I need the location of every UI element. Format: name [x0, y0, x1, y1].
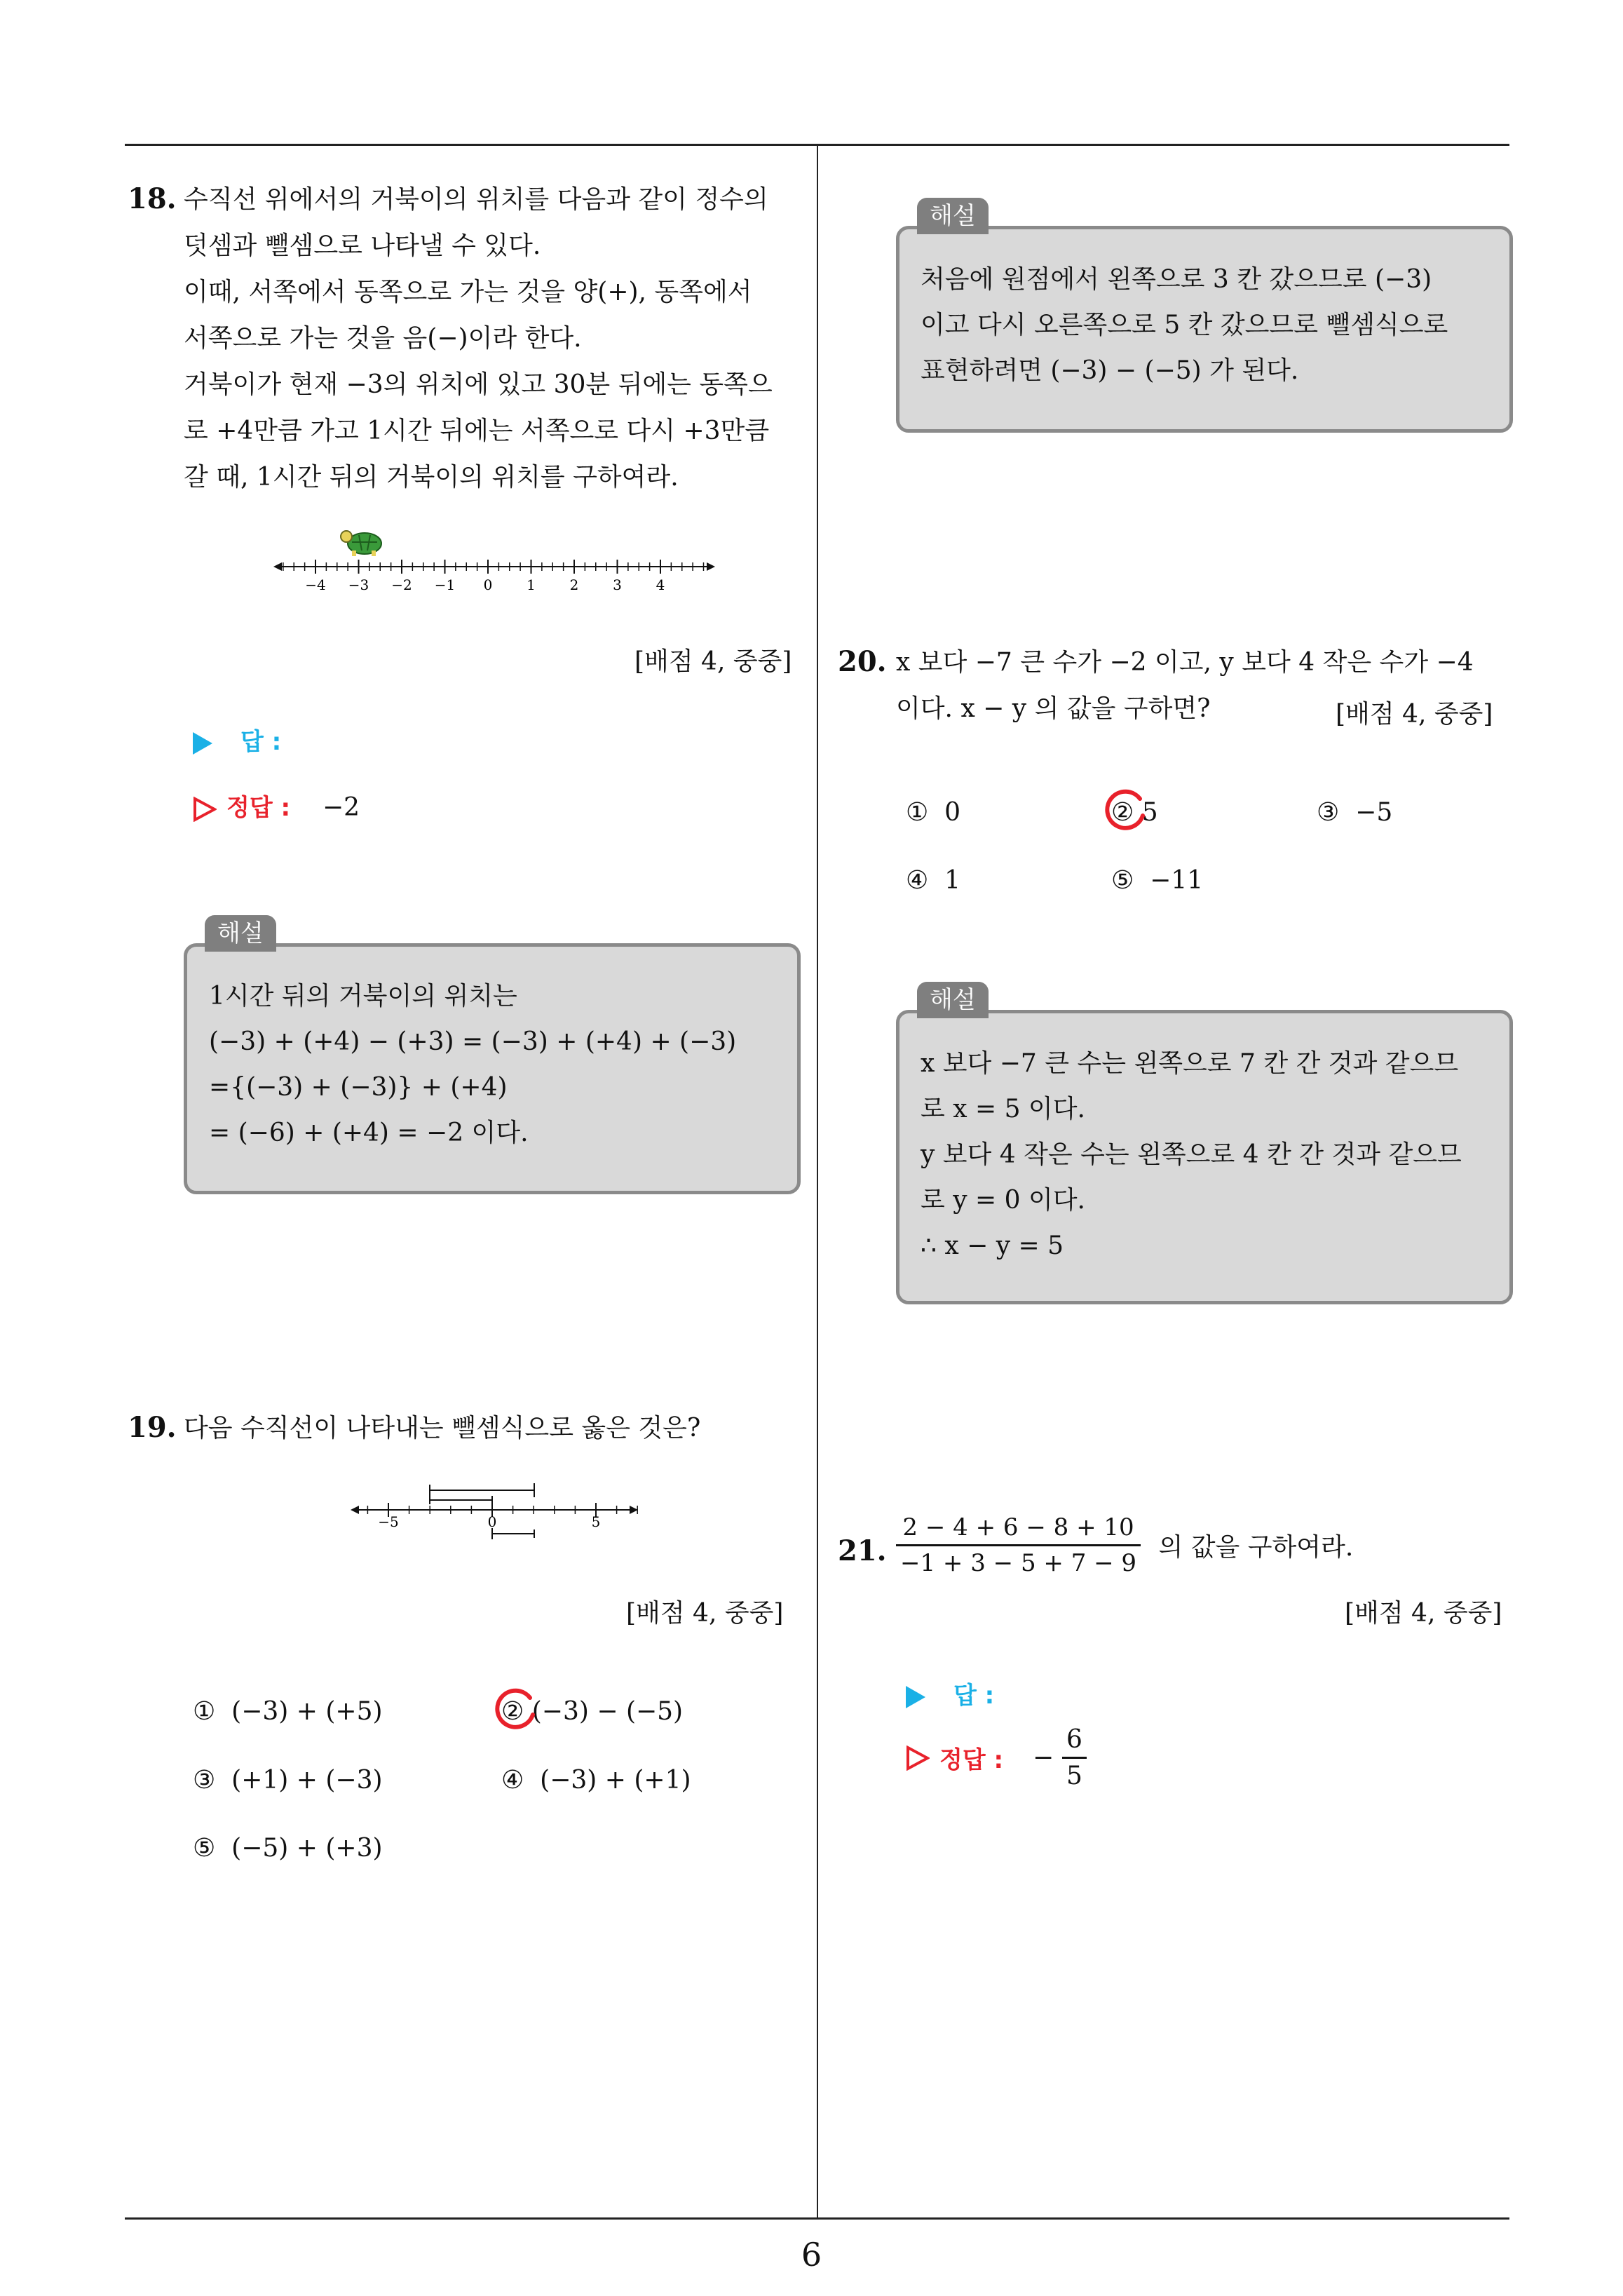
- q18-number: 18.: [128, 182, 177, 215]
- option-mark: ⑤: [1111, 866, 1134, 895]
- tick-label: −1: [434, 576, 456, 593]
- q20-score: [배점 4, 중중]: [1336, 700, 1493, 729]
- q21-answer-label: 답 :: [953, 1682, 995, 1710]
- option-text: (−3) + (+1): [540, 1766, 691, 1795]
- q21-correct-label: 정답 :: [939, 1746, 1004, 1774]
- q21-numerator: 2 − 4 + 6 − 8 + 10: [896, 1513, 1141, 1546]
- q18-answer-label: 답 :: [240, 728, 282, 756]
- q21-fraction: [896, 1513, 1141, 1577]
- option-text: 5: [1141, 798, 1158, 827]
- q19-ticks: [351, 1503, 637, 1530]
- option-mark: ⑤: [193, 1834, 216, 1863]
- q18-line: 거북이가 현재 −3의 위치에 있고 30분 뒤에는 동쪽으: [184, 370, 773, 399]
- column-divider: [817, 144, 818, 2218]
- q20-explanation-line: ∴ x − y = 5: [921, 1231, 1064, 1260]
- q20-option-5[interactable]: [1111, 866, 1203, 895]
- q21-correct-denominator: 5: [1066, 1762, 1082, 1790]
- tick-label: 1: [527, 576, 536, 593]
- option-mark: ②: [1111, 798, 1134, 827]
- q18-line: 이때, 서쪽에서 동쪽으로 가는 것을 양(+), 동쪽에서: [184, 278, 752, 306]
- option-mark: ④: [501, 1766, 524, 1795]
- option-mark: ③: [193, 1766, 216, 1795]
- bottom-rule: [125, 2217, 1509, 2220]
- play-icon: [906, 1686, 925, 1708]
- tick-label: 5: [591, 1513, 601, 1530]
- tick-label: −4: [305, 576, 326, 593]
- option-text: −5: [1355, 798, 1393, 827]
- q19-selected-circle: [489, 1685, 538, 1734]
- tick-label: 2: [569, 576, 579, 593]
- option-mark: ①: [906, 798, 929, 827]
- q18-answer-row: [193, 722, 281, 757]
- q18-score: [배점 4, 중중]: [634, 647, 792, 676]
- q18-correct-label: 정답 :: [226, 794, 291, 822]
- q18-number-line: [273, 522, 715, 600]
- q19-explanation-line: 처음에 원점에서 왼쪽으로 3 칸 갔으므로 (−3): [921, 265, 1432, 294]
- outline-triangle-icon: [906, 1745, 930, 1771]
- q20-explanation-line: 로 y = 0 이다.: [921, 1186, 1085, 1215]
- q19-option-4[interactable]: [501, 1766, 691, 1795]
- q19-explanation-tab: 해설: [917, 198, 989, 234]
- q20-explanation-line: x 보다 −7 큰 수는 왼쪽으로 7 칸 간 것과 같으므: [921, 1049, 1459, 1078]
- q21-correct-fraction: [1062, 1725, 1087, 1790]
- q21-expression: [896, 1513, 1353, 1577]
- q19-option-3[interactable]: [193, 1766, 383, 1795]
- q19-question: 다음 수직선이 나타내는 뺄셈식으로 옳은 것은?: [184, 1414, 701, 1443]
- q20-explanation-line: y 보다 4 작은 수는 왼쪽으로 4 칸 간 것과 같으므: [921, 1140, 1462, 1169]
- outline-triangle-icon: [193, 797, 217, 822]
- q19-explanation-line: 이고 다시 오른쪽으로 5 칸 갔으므로 뺄셈식으로: [921, 311, 1448, 339]
- q19-number-line: [351, 1476, 638, 1553]
- q18-explanation-tab: 해설: [205, 915, 276, 952]
- q18-correct-row: [193, 788, 360, 823]
- q20-explanation-tab: 해설: [917, 982, 989, 1018]
- q20-explanation-line: 로 x = 5 이다.: [921, 1095, 1085, 1123]
- option-mark: ④: [906, 866, 929, 895]
- q18-line: 수직선 위에서의 거북이의 위치를 다음과 같이 정수의: [184, 185, 768, 214]
- option-text: 0: [944, 798, 961, 827]
- q21-correct-sign: −: [1032, 1743, 1054, 1772]
- tick-label: 4: [656, 576, 665, 593]
- q19-score: [배점 4, 중중]: [626, 1599, 784, 1628]
- q20-option-1[interactable]: [906, 798, 960, 827]
- q18-ticks: [273, 560, 704, 593]
- option-mark: ③: [1317, 798, 1340, 827]
- option-text: −11: [1150, 866, 1204, 895]
- q20-line: x 보다 −7 큰 수가 −2 이고, y 보다 4 작은 수가 −4: [896, 648, 1474, 677]
- q18-line: 로 +4만큼 가고 1시간 뒤에는 서쪽으로 다시 +3만큼: [184, 417, 770, 445]
- q20-line: 이다. x − y 의 값을 구하면?: [896, 694, 1211, 723]
- q18-correct-value: −2: [322, 793, 360, 822]
- q19-option-5[interactable]: [193, 1834, 383, 1863]
- q18-explanation-line: = (−6) + (+4) = −2 이다.: [209, 1119, 529, 1147]
- tick-label: −3: [348, 576, 369, 593]
- option-text: (−3) + (+5): [231, 1697, 383, 1726]
- q18-line: 덧셈과 뺄셈으로 나타낼 수 있다.: [184, 231, 541, 260]
- play-icon: [193, 732, 212, 755]
- q21-suffix: 의 값을 구하여라.: [1158, 1533, 1354, 1562]
- q21-answer-row: [906, 1676, 994, 1710]
- tick-label: −5: [378, 1513, 399, 1530]
- q18-explanation-line: (−3) + (+4) − (+3) = (−3) + (+4) + (−3): [209, 1027, 737, 1056]
- q18-line: 서쪽으로 가는 것을 음(−)이라 한다.: [184, 324, 582, 353]
- q21-score: [배점 4, 중중]: [1345, 1599, 1502, 1628]
- q19-number: 19.: [128, 1411, 177, 1444]
- tick-label: 0: [483, 576, 493, 593]
- option-mark: ①: [193, 1697, 216, 1726]
- q20-number: 20.: [838, 645, 887, 678]
- option-text: (−3) − (−5): [531, 1697, 684, 1726]
- tick-label: 0: [487, 1513, 497, 1530]
- option-text: (+1) + (−3): [231, 1766, 383, 1795]
- tick-label: −2: [391, 576, 412, 593]
- page-number: 6: [801, 2236, 822, 2274]
- option-text: (−5) + (+3): [231, 1834, 383, 1863]
- q21-correct-numerator: 6: [1062, 1725, 1087, 1759]
- q20-option-3[interactable]: [1317, 798, 1392, 827]
- q20-option-4[interactable]: [906, 866, 960, 895]
- q19-option-1[interactable]: [193, 1697, 383, 1726]
- option-text: 1: [944, 866, 961, 895]
- q18-line: 갈 때, 1시간 뒤의 거북이의 위치를 구하여라.: [184, 463, 679, 492]
- q21-correct-row: [906, 1725, 1087, 1790]
- option-mark: ②: [501, 1697, 524, 1726]
- turtle-icon: [341, 531, 381, 556]
- q18-explanation-line: 1시간 뒤의 거북이의 위치는: [209, 982, 517, 1011]
- q19-explanation-line: 표현하려면 (−3) − (−5) 가 된다.: [921, 356, 1299, 385]
- tick-label: 3: [613, 576, 622, 593]
- q20-selected-circle: [1099, 786, 1148, 835]
- q18-explanation-line: ={(−3) + (−3)} + (+4): [209, 1073, 508, 1102]
- q21-number: 21.: [838, 1534, 887, 1567]
- q21-denominator: −1 + 3 − 5 + 7 − 9: [900, 1549, 1137, 1577]
